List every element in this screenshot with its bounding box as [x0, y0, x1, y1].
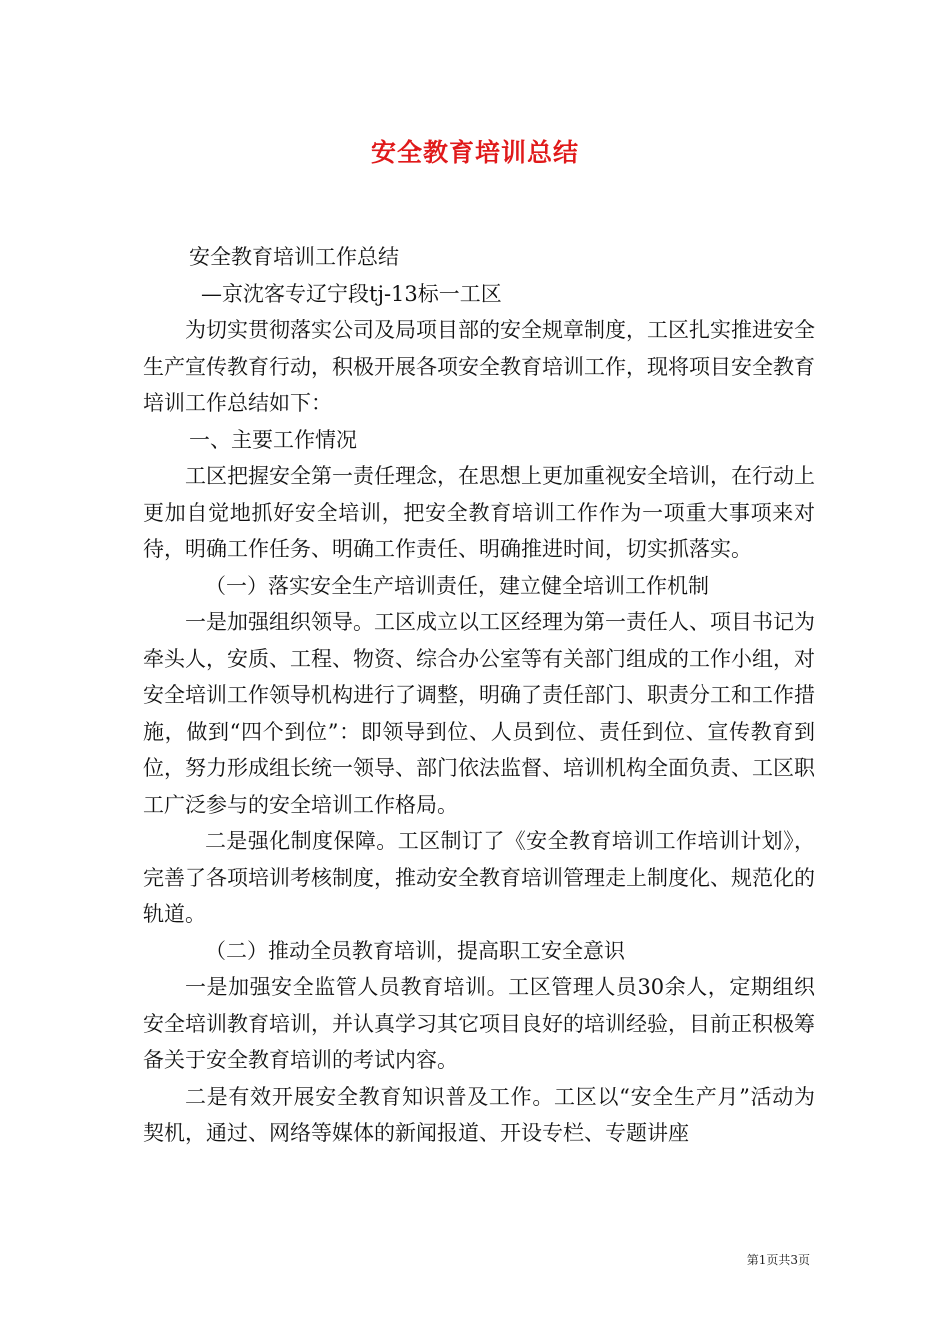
doc-subtitle: 安全教育培训工作总结: [189, 245, 399, 269]
paragraph: 工区把握安全第一责任理念，在思想上更加重视安全培训，在行动上更加自觉地抓好安全培训，把安全教育培训工作作为一项重大事项来对待，明确工作任务、明确工作责任、明确推进时间，切实抓落实。: [143, 464, 815, 561]
doc-signature: —京沈客专辽宁段tj-13标一工区: [201, 281, 502, 306]
page-title: 安全教育培训总结: [370, 138, 579, 167]
page-number: 第1页共3页: [746, 1253, 810, 1267]
paragraph: 二是强化制度保障。工区制订了《安全教育培训工作培训计划》，完善了各项培训考核制度，推动安全教育培训管理走上制度化、规范化的轨道。: [143, 829, 815, 926]
subsection-heading: （二）推动全员教育培训，提高职工安全意识: [205, 938, 625, 963]
paragraph: 一是加强组织领导。工区成立以工区经理为第一责任人、项目书记为牵头人，安质、工程、物资、综合办公室等有关部门组成的工作小组，对安全培训工作领导机构进行了调整，明确了责任部门、职责分工和工作措施，做到“四个到位”：即领导到位、人员到位、责任到位、宣传教育到位，努力形成组长统一领导、部门依法监督、培训机构全面负责、工区职工广泛参与的安全培训工作格局。: [143, 610, 815, 817]
document-body: [143, 239, 815, 1152]
section-heading: 一、主要工作情况: [189, 427, 357, 452]
paragraph: 为切实贯彻落实公司及局项目部的安全规章制度，工区扎实推进安全生产宣传教育行动，积极开展各项安全教育培训工作，现将项目安全教育培训工作总结如下：: [143, 318, 815, 415]
paragraph: 一是加强安全监管人员教育培训。工区管理人员30余人，定期组织安全培训教育培训，并认真学习其它项目良好的培训经验，目前正积极筹备关于安全教育培训的考试内容。: [143, 975, 815, 1072]
subsection-heading: （一）落实安全生产培训责任，建立健全培训工作机制: [205, 573, 709, 598]
paragraph: 二是有效开展安全教育知识普及工作。工区以“安全生产月”活动为契机，通过、网络等媒体的新闻报道、开设专栏、专题讲座: [143, 1084, 815, 1145]
